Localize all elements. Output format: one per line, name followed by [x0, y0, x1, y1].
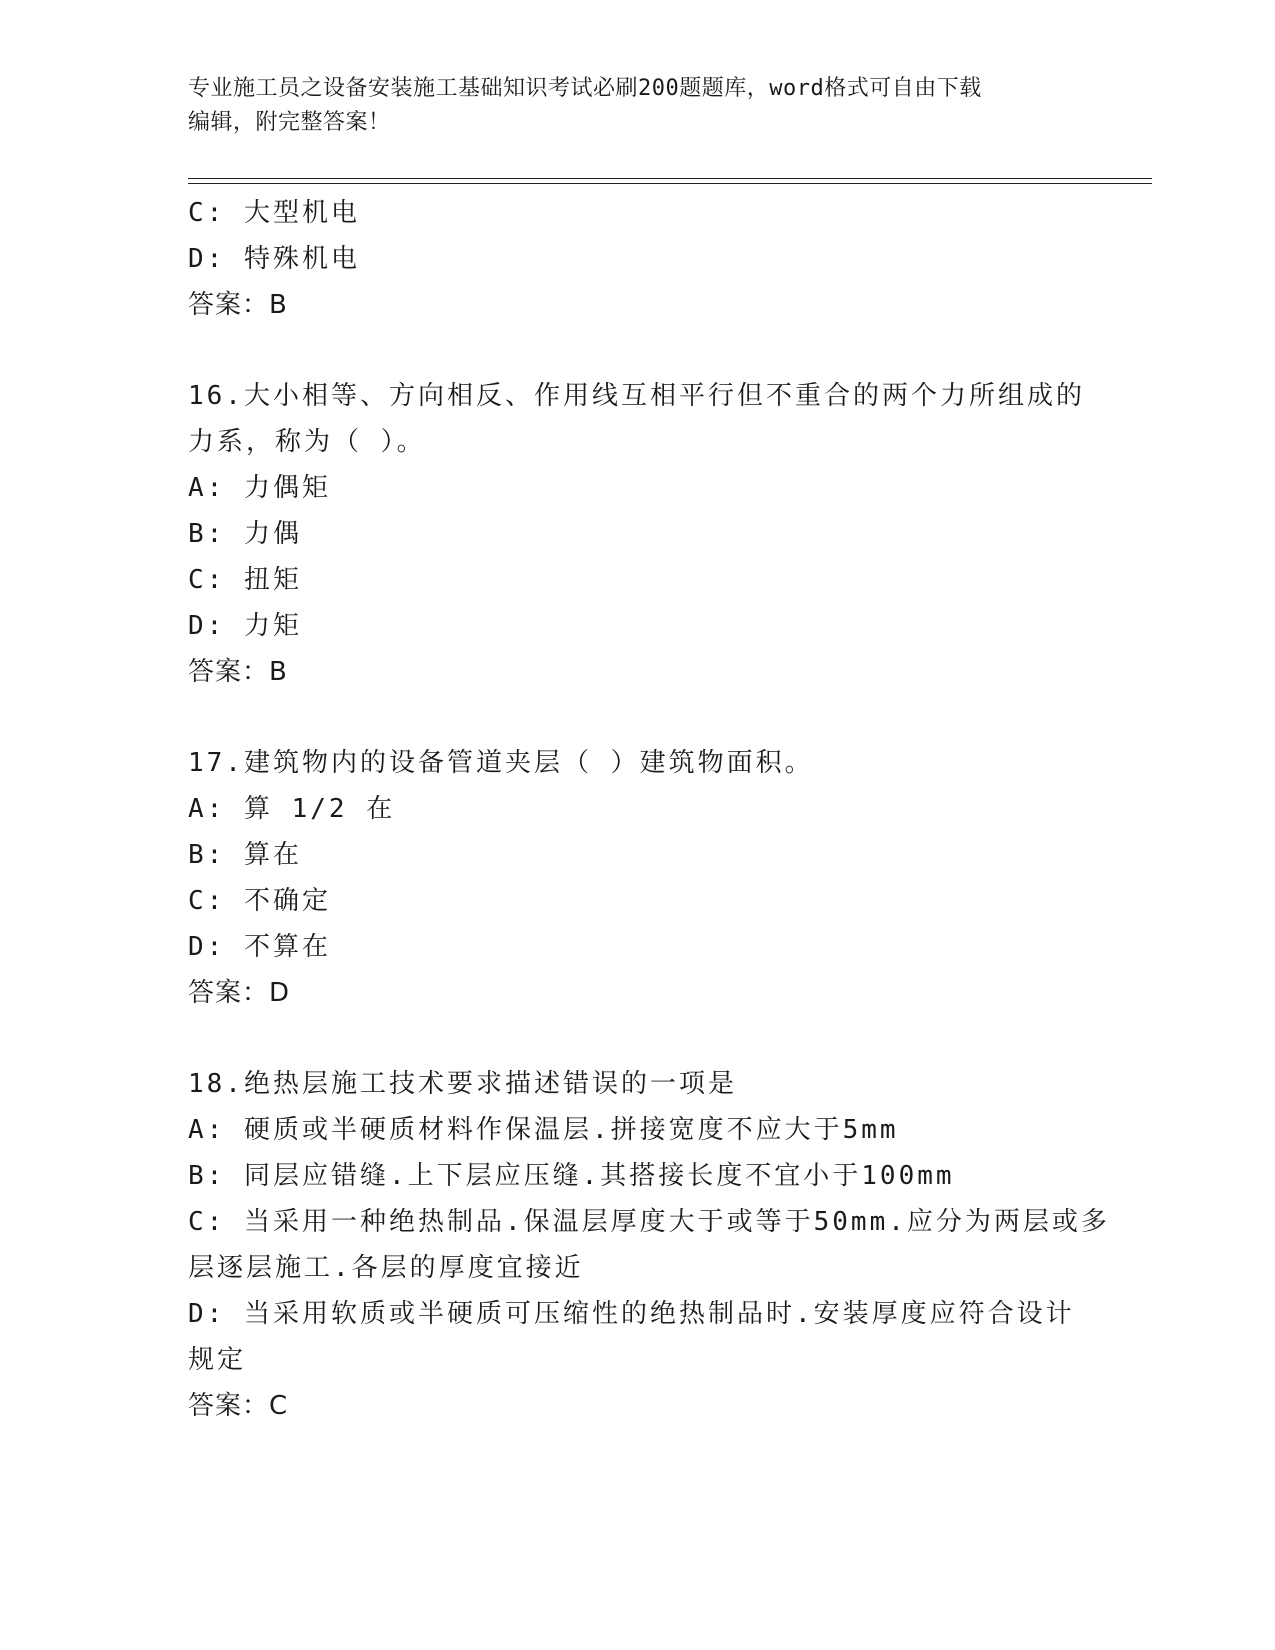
- q17-option-c: C: 不确定: [188, 886, 331, 916]
- q18-stem: 18.绝热层施工技术要求描述错误的一项是: [188, 1069, 737, 1099]
- q18-option-c-line-1: C: 当采用一种绝热制品.保温层厚度大于或等于50mm.应分为两层或多: [188, 1207, 1110, 1237]
- q18-answer: 答案：C: [188, 1391, 289, 1421]
- spacer: [188, 695, 1088, 740]
- spacer: [188, 328, 1088, 373]
- question-15-tail: [188, 190, 1088, 328]
- header-line-2: 编辑，附完整答案！: [188, 110, 391, 135]
- q17-option-a: A: 算 1/2 在: [188, 794, 396, 824]
- q17-option-d: D: 不算在: [188, 932, 331, 962]
- header-line-1: 专业施工员之设备安装施工基础知识考试必刷200题题库，word格式可自由下载: [188, 76, 982, 101]
- q18-option-b: B: 同层应错缝.上下层应压缝.其搭接长度不宜小于100mm: [188, 1161, 955, 1191]
- q15-option-c: C: 大型机电: [188, 198, 360, 228]
- header-rule-bottom: [188, 183, 1152, 184]
- question-17: [188, 740, 1088, 1016]
- q18-option-d-line-1: D: 当采用软质或半硬质可压缩性的绝热制品时.安装厚度应符合设计: [188, 1299, 1075, 1329]
- header-rule-top: [188, 178, 1152, 179]
- q15-option-d: D: 特殊机电: [188, 244, 360, 274]
- question-18: [188, 1061, 1110, 1429]
- q18-option-a: A: 硬质或半硬质材料作保温层.拼接宽度不应大于5mm: [188, 1115, 899, 1145]
- q18-option-d-line-2: 规定: [188, 1345, 247, 1375]
- question-list: [188, 190, 1110, 1429]
- spacer: [188, 1016, 1088, 1061]
- q17-option-b: B: 算在: [188, 840, 302, 870]
- q17-answer: 答案：D: [188, 978, 291, 1008]
- q16-option-b: B: 力偶: [188, 519, 302, 549]
- q16-option-a: A: 力偶矩: [188, 473, 331, 503]
- q17-stem: 17.建筑物内的设备管道夹层（ ）建筑物面积。: [188, 748, 814, 778]
- q16-answer: 答案：B: [188, 657, 288, 687]
- question-16: [188, 373, 1088, 695]
- q16-option-c: C: 扭矩: [188, 565, 302, 595]
- q18-option-c-line-2: 层逐层施工.各层的厚度宜接近: [188, 1253, 584, 1283]
- q16-stem-line-2: 力系，称为（ ）。: [188, 427, 426, 457]
- q15-answer: 答案：B: [188, 290, 288, 320]
- q16-option-d: D: 力矩: [188, 611, 302, 641]
- document-header: [188, 72, 1068, 140]
- q16-stem-line-1: 16.大小相等、方向相反、作用线互相平行但不重合的两个力所组成的: [188, 381, 1085, 411]
